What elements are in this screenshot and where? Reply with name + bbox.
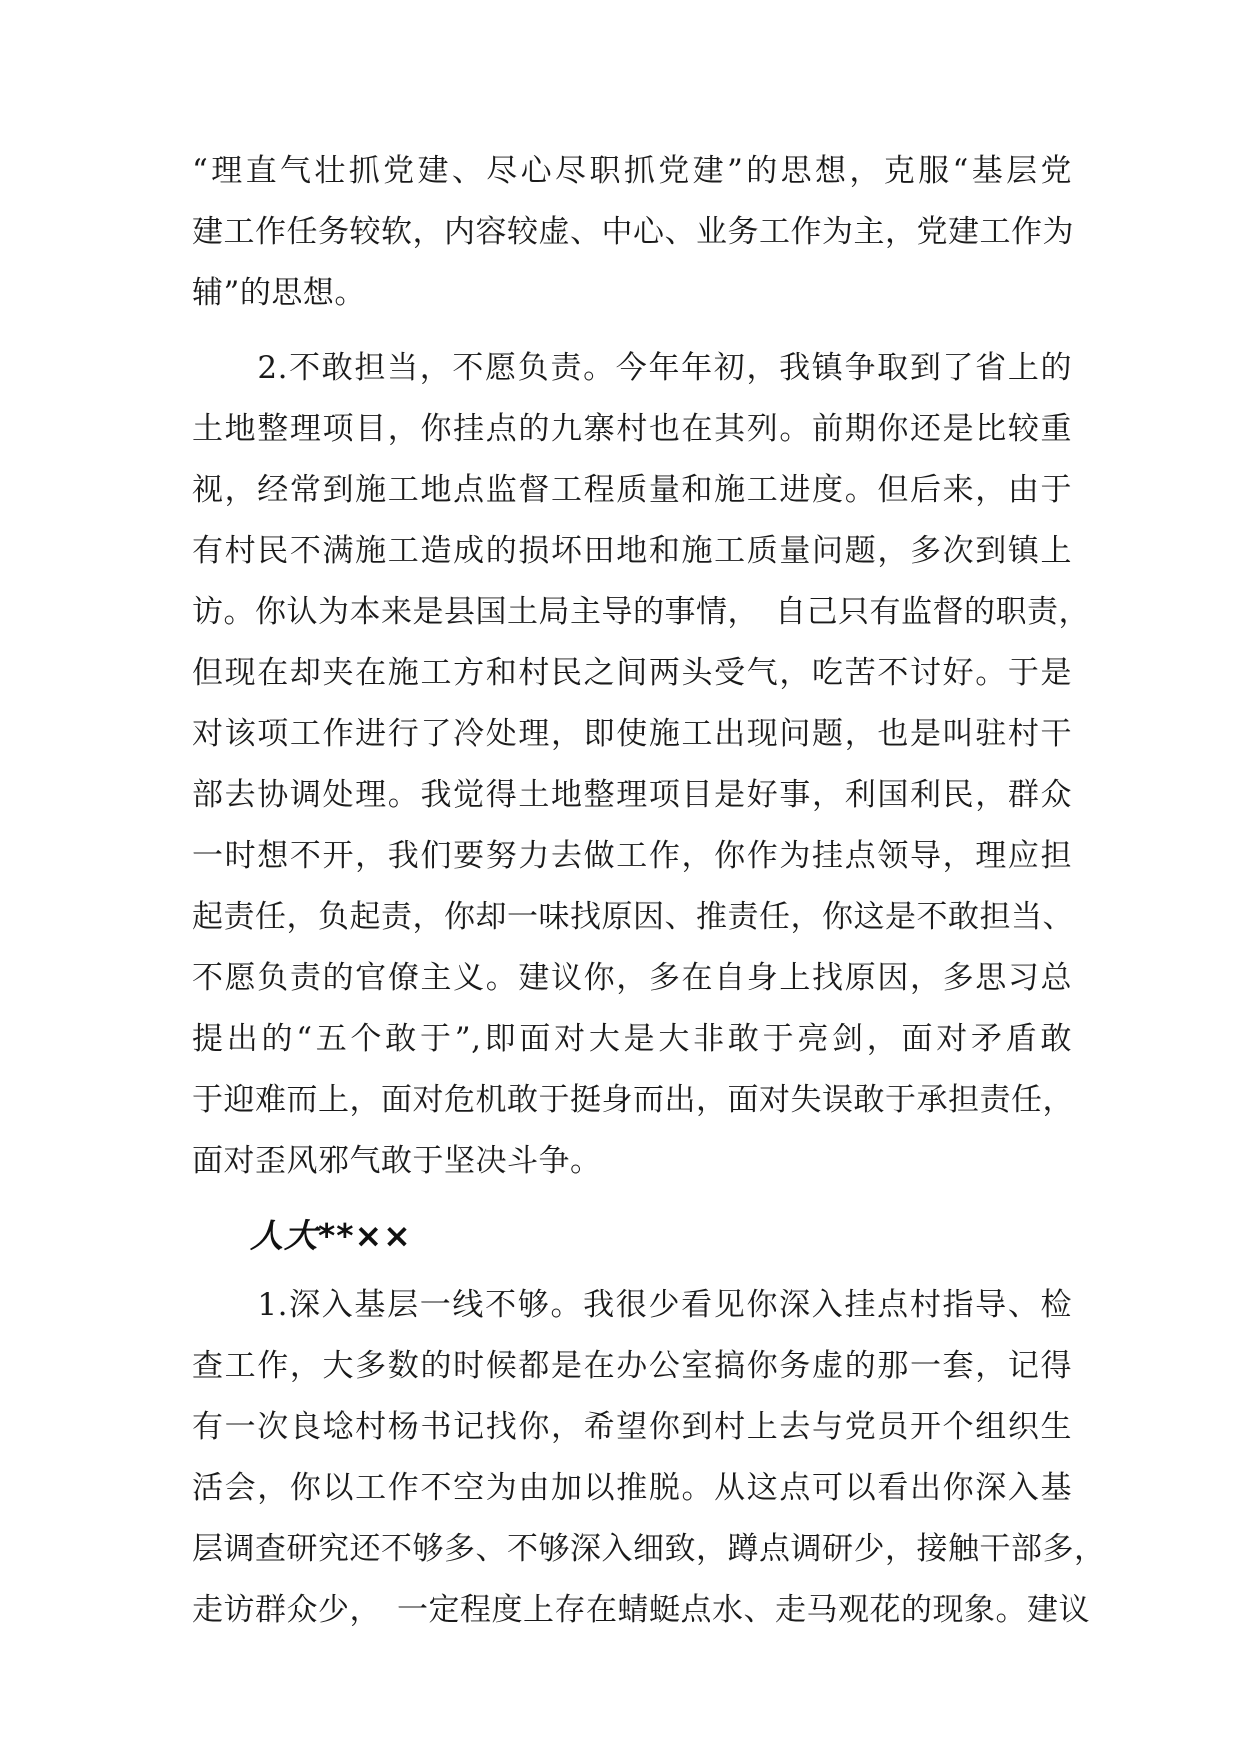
text-line: 有一次良埝村杨书记找你，希望你到村上去与党员开个组织生 (192, 1409, 1072, 1445)
text-line: 访。你认为本来是县国土局主导的事情， 自己只有监督的职责， (192, 594, 1090, 630)
text-line: 2.不敢担当，不愿负责。今年年初，我镇争取到了省上的 (192, 350, 1072, 386)
text-line: 面对歪风邪气敢于坚决斗争。 (192, 1143, 602, 1179)
text-line: 走访群众少， 一定程度上存在蜻蜓点水、走马观花的现象。建议 (192, 1592, 1090, 1628)
text-line: 一时想不开，我们要努力去做工作，你作为挂点领导，理应担 (192, 838, 1072, 874)
text-line: 对该项工作进行了冷处理，即使施工出现问题，也是叫驻村干 (192, 716, 1072, 752)
text-line: 层调查研究还不够多、不够深入细致，蹲点调研少，接触干部多， (192, 1531, 1106, 1567)
text-line: 视，经常到施工地点监督工程质量和施工进度。但后来，由于 (192, 472, 1072, 508)
text-line: 活会，你以工作不空为由加以推脱。从这点可以看出你深入基 (192, 1470, 1072, 1506)
text-line: 有村民不满施工造成的损坏田地和施工质量问题，多次到镇上 (192, 533, 1072, 569)
text-line: 查工作，大多数的时候都是在办公室搞你务虚的那一套，记得 (192, 1348, 1072, 1384)
section-heading: 人大**×× (250, 1216, 412, 1255)
text-line: 建工作任务较软，内容较虚、中心、业务工作为主，党建工作为 (192, 214, 1074, 250)
text-line: 起责任，负起责，你却一味找原因、推责任，你这是不敢担当、 (192, 899, 1074, 935)
text-line: “理直气壮抓党建、尽心尽职抓党建”的思想，克服“基层党 (192, 153, 1072, 189)
text-line: 不愿负责的官僚主义。建议你，多在自身上找原因，多思习总 (192, 960, 1072, 996)
text-line: 部去协调处理。我觉得土地整理项目是好事，利国利民，群众 (192, 777, 1072, 813)
text-line: 辅”的思想。 (192, 275, 366, 311)
text-line: 1.深入基层一线不够。我很少看见你深入挂点村指导、检 (192, 1287, 1072, 1323)
text-line: 于迎难而上，面对危机敢于挺身而出，面对失误敢于承担责任， (192, 1082, 1074, 1118)
text-line: 提出的“五个敢于”,即面对大是大非敢于亮剑，面对矛盾敢 (192, 1021, 1072, 1057)
text-line: 土地整理项目，你挂点的九寨村也在其列。前期你还是比较重 (192, 411, 1072, 447)
text-line: 但现在却夹在施工方和村民之间两头受气，吃苦不讨好。于是 (192, 655, 1072, 691)
